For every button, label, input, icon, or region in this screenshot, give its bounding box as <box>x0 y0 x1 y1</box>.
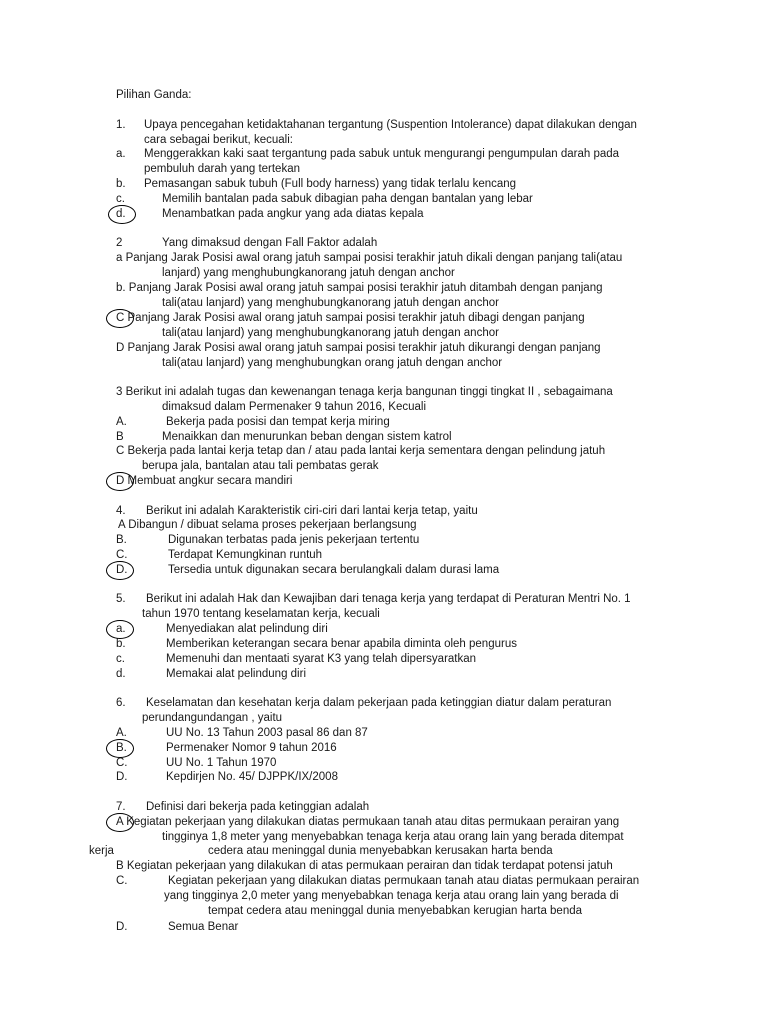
text-line: B Kegiatan pekerjaan yang dilakukan di atas permukaan perairan dan tidak terdapat potensi jatuh <box>116 860 613 872</box>
text-line: c. <box>116 193 125 205</box>
text-line: A. <box>116 416 127 428</box>
text-line: A Kegiatan pekerjaan yang dilakukan diatas permukaan tanah atau ditas permukaan perairan yang <box>116 816 620 828</box>
text-line: Berikut ini adalah Karakteristik ciri-ciri dari lantai kerja tetap, yaitu <box>146 505 478 517</box>
text-line: tingginya 1,8 meter yang menyebabkan tenaga kerja atau orang lain yang berada ditempat <box>162 831 624 843</box>
text-line: b. <box>116 638 126 650</box>
text-line: Digunakan terbatas pada jenis pekerjaan tertentu <box>168 534 420 546</box>
answer-circle-q6 <box>106 739 134 758</box>
text-line: cedera atau meninggal dunia menyebabkan kerusakan harta benda <box>208 845 553 857</box>
text-line: Definisi dari bekerja pada ketinggian adalah <box>146 801 370 813</box>
text-line: Memilih bantalan pada sabuk dibagian paha dengan bantalan yang lebar <box>162 193 533 205</box>
text-line: pembuluh darah yang tertekan <box>144 163 300 175</box>
page-title: Pilihan Ganda: <box>116 89 192 101</box>
text-line: 3 Berikut ini adalah tugas dan kewenangan tenaga kerja bangunan tinggi tingkat II , sebagaimana <box>116 386 613 398</box>
text-line: Tersedia untuk digunakan secara berulangkali dalam durasi lama <box>168 564 500 576</box>
text-line: tali(atau lanjard) yang menghubungkan orang jatuh dengan anchor <box>162 357 503 369</box>
text-line: tempat cedera atau meninggal dunia menyebabkan kerugian harta benda <box>208 905 583 917</box>
text-line: C. <box>116 757 128 769</box>
text-line: tali(atau lanjard) yang menghubungkanorang jatuh dengan anchor <box>162 327 499 339</box>
text-line: B <box>116 431 124 443</box>
text-line: A. <box>116 727 127 739</box>
text-line: c. <box>116 653 125 665</box>
text-line: C Panjang Jarak Posisi awal orang jatuh sampai posisi terakhir jatuh dibagi dengan panjang <box>116 312 585 324</box>
text-line: C Bekerja pada lantai kerja tetap dan / atau pada lantai kerja sementara dengan pelindung jatuh <box>116 445 606 457</box>
text-line: 4. <box>116 505 126 517</box>
text-line: 6. <box>116 697 126 709</box>
text-line: lanjard) yang menghubungkanorang jatuh dengan anchor <box>162 267 455 279</box>
text-line: UU No. 13 Tahun 2003 pasal 86 dan 87 <box>166 727 368 739</box>
answer-circle-q5 <box>106 620 134 639</box>
text-line: Bekerja pada posisi dan tempat kerja miring <box>166 416 390 428</box>
answer-circle-q2 <box>106 309 134 328</box>
text-line: berupa jala, bantalan atau tali pembatas gerak <box>142 460 379 472</box>
text-line: cara sebagai berikut, kecuali: <box>144 134 293 146</box>
text-line: Semua Benar <box>168 921 239 933</box>
text-line: Pemasangan sabuk tubuh (Full body harness) yang tidak terlalu kencang <box>144 178 517 190</box>
text-line: Memenuhi dan mentaati syarat K3 yang telah dipersyaratkan <box>166 653 477 665</box>
text-line: Memberikan keterangan secara benar apabila diminta oleh pengurus <box>166 638 517 650</box>
text-line: D. <box>116 564 128 576</box>
text-line: A Dibangun / dibuat selama proses pekerjaan berlangsung <box>118 519 417 531</box>
text-line: Keselamatan dan kesehatan kerja dalam pekerjaan pada ketinggian diatur dalam peraturan <box>146 697 612 709</box>
answer-circle-q7 <box>106 813 134 832</box>
text-line: C. <box>116 549 128 561</box>
text-line: Menaikkan dan menurunkan beban dengan sistem katrol <box>162 431 452 443</box>
text-line: Kepdirjen No. 45/ DJPPK/IX/2008 <box>166 771 338 783</box>
text-line: Memakai alat pelindung diri <box>166 668 306 680</box>
text-line: 7. <box>116 801 126 813</box>
text-line: B. <box>116 534 127 546</box>
text-line: tahun 1970 tentang keselamatan kerja, kecuali <box>142 608 380 620</box>
text-line: perundangundangan , yaitu <box>142 712 283 724</box>
text-line: yang tingginya 2,0 meter yang menyebabkan tenaga kerja atau orang lain yang berada di <box>164 890 619 902</box>
answer-circle-q4 <box>106 561 134 580</box>
text-line: d. <box>116 208 126 220</box>
text-line: D. <box>116 921 128 933</box>
text-line: a. <box>116 623 126 635</box>
text-line: a. <box>116 148 126 160</box>
text-line: dimaksud dalam Permenaker 9 tahun 2016, Kecuali <box>162 401 427 413</box>
text-line: Berikut ini adalah Hak dan Kewajiban dari tenaga kerja yang terdapat di Peraturan Mentri No. 1 <box>146 593 631 605</box>
text-line: b. Panjang Jarak Posisi awal orang jatuh sampai posisi terakhir jatuh ditambah dengan panjang <box>116 282 603 294</box>
text-line: Upaya pencegahan ketidaktahanan tergantung (Suspention Intolerance) dapat dilakukan dengan <box>144 119 637 131</box>
text-line: 1. <box>116 119 126 131</box>
text-line: D Panjang Jarak Posisi awal orang jatuh sampai posisi terakhir jatuh dikurangi dengan panjang <box>116 342 601 354</box>
text-line: Menggerakkan kaki saat tergantung pada sabuk untuk mengurangi pengumpulan darah pada <box>144 148 620 160</box>
text-line: Menyediakan alat pelindung diri <box>166 623 328 635</box>
text-line: Yang dimaksud dengan Fall Faktor adalah <box>162 237 378 249</box>
text-line: kerja <box>89 845 114 857</box>
text-line: B. <box>116 742 127 754</box>
text-line: 2 <box>116 237 123 249</box>
text-line: d. <box>116 668 126 680</box>
answer-circle-q1 <box>108 205 136 224</box>
text-line: Kegiatan pekerjaan yang dilakukan diatas permukaan tanah atau diatas permukaan perairan <box>168 875 640 887</box>
text-line: a Panjang Jarak Posisi awal orang jatuh sampai posisi terakhir jatuh dikali dengan panjang tali(atau <box>116 252 623 264</box>
text-line: tali(atau lanjard) yang menghubungkanorang jatuh dengan anchor <box>162 297 499 309</box>
text-line: D Membuat angkur secara mandiri <box>116 475 293 487</box>
text-line: C. <box>116 875 128 887</box>
answer-circle-q3 <box>106 472 134 491</box>
text-line: 5. <box>116 593 126 605</box>
text-line: UU No. 1 Tahun 1970 <box>166 757 277 769</box>
text-line: D. <box>116 771 128 783</box>
text-line: b. <box>116 178 126 190</box>
text-line: Terdapat Kemungkinan runtuh <box>168 549 323 561</box>
text-line: Permenaker Nomor 9 tahun 2016 <box>166 742 337 754</box>
text-line: Menambatkan pada angkur yang ada diatas kepala <box>162 208 424 220</box>
